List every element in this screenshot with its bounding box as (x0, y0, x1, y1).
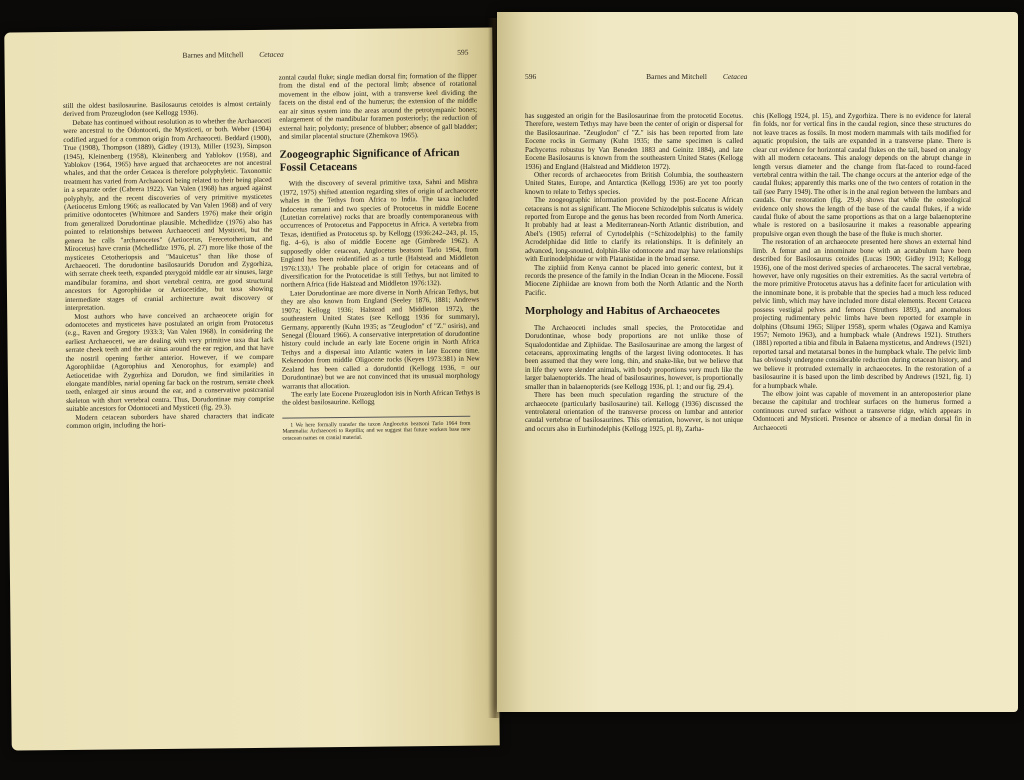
left-col2-paragraph: The early late Eocene Prozeuglodon isis in North African Tethys is the oldest basilosaurine. Kellogg (282, 388, 481, 408)
right-col1-paragraph: The ziphiid from Kenya cannot be placed into generic context, but it records the presence of the family in the Indian Ocean in the Miocene. Fossil Miocene Ziphiidae are known from both the North Atlantic and the North Pacific. (525, 263, 743, 297)
left-col1-paragraph: still the oldest basilosaurine. Basilosaurus cetoides is almost certainly derived from Prozeuglodon (see Kellogg 1936). (62, 99, 272, 119)
left-running-head (182, 48, 482, 60)
right-col1-paragraph: The zoogeographic information provided by the post-Eocene African cetaceans is not as significant. The Miocene Schizodelphis sulcatus is widely reported from Europe and the genus has been recorded from North America. It probably had at least a Mediterranean-North Atlantic distribution, and Abel's (1905) referral of Cyrtodelphis (=Schizodelphis) to the family Acrodelphidae did little to clarify its relationships. It is definitely an advanced, long-snouted, dolphin-like odontocete and may have relationships with Eurinodelphidae or with Platanistidae in the broad sense. (525, 196, 743, 264)
section-heading-zoogeography: Zoogeographic Significance of African Fossil Cetaceans (279, 147, 460, 174)
right-running-head (525, 72, 825, 81)
section-heading-morphology: Morphology and Habitus of Archaeocetes (525, 305, 720, 318)
right-col1-paragraph: The Archaeoceti includes small species, the Protocetidae and Dorudontinae, whose body proportions are not unlike those of Squalodontidae and Ziphiidae. The Basilosaurinae are among the largest of cetaceans, approximating lengths of the largest living odontocetes. It has been assumed that they were long, thin, and snake-like, but we believe that in life they were slender animals, with body proportions very much like the larger balaenopterids. The head of basilosaurines, however, is proportionally smaller than in balaenopterids (see Kellogg 1936, pl. 1; and our fig. 29.4). (525, 323, 743, 391)
right-col1-paragraph: has suggested an origin for the Basilosaurinae from the protocetid Eocetus. Therefore, western Tethys may have been the center of origin or dispersal for the Basilosaurinae. "Zeuglodon" cf "Z." isis has been reported from late Eocene rocks in Germany (Kuhn 1935; the same specimen is called Pachycetus robustus by Van Beneden 1883 and Geinitz 1884), and late Eocene Basilosaurus is known from the southeastern United States (Kellogg 1936) and England (Halstead and Middleton 1972). (525, 112, 743, 171)
left-col1-paragraph: Modern cetacean suborders have shared characters that indicate common origin, including the hori- (66, 411, 275, 430)
left-column-2 (279, 72, 481, 443)
right-col1-paragraph: Other records of archaeocetes from British Columbia, the southeastern United States, Europe, and Antarctica (Kellogg 1936) are yet too poorly known to relate to Tethys species. (525, 170, 743, 196)
footnote-text: 1 We here formally transfer the taxon Anglocetus beatsoni Tarlo 1964 from Mammalia: Archaeoceti to Reptilia; and we suggest that future workers base new cetacean names on cranial material. (282, 420, 471, 442)
right-page-number: 596 (525, 72, 537, 81)
left-running-head-section: Cetacea (259, 49, 284, 59)
left-col2-paragraph: With the discovery of several primitive taxa, Sahni and Mishra (1972, 1975) shifted attention regarding sites of origin of archaeocete whales in the Tethys from Africa to India. The taxa included Indocetus ramani and two species of Protocetus in middle Eocene (Lutetian correlative) rocks that are broadly contemporaneous with occurrences of Protocetus and Pappocetus in Africa. A vertebra from Texas, identified as Protocetus sp. by Kellogg (1936:242–243, pl. 15, fig. 4–6), is also of middle Eocene age (Gimbrede 1962). A supposedly older cetacean, Anglocetus beatsoni Tarlo 1964, from England has been reidentified as a turtle (Halstead and Middleton 1976:133).¹ The probable place of origin for cetaceans and of diversification for the Protocetidae is still Tethys, but not limited to northern Africa (fide Halstead and Middleton 1976:132). (279, 177, 479, 290)
left-column-1 (63, 100, 274, 431)
footnote (282, 415, 470, 442)
left-page (4, 27, 499, 750)
right-col2-paragraph: chis (Kellogg 1924, pl. 15), and Zygorhiza. There is no evidence for lateral fin folds, nor for vertical fins in the caudal region, since these structures do not leave traces as fossils. In most modern mammals with tails modified for aquatic propulsion, the tails are expanded in a transverse plane. There is clear cut evidence for horizontal caudal flukes on the tail, based on analogy with all modern cetaceans. This analogy depends on the abrupt change in length versus diameter and the change from flat-faced to round-faced vertebral centra within the tail. The change occurs at the anterior edge of the caudal flukes; apparently this marks one of the two centers of rotation in the tail (see Parry 1949). The other is in the anal region between the lumbars and caudals. Our restoration (fig. 29.4) shows that while the osteological evidence only shows the length of the base of the caudal flukes, if a wide caudal fluke of about the same proportions as that on a large balaenopterine whale is restored on a basilosaurine it makes a reasonable appearing propulsive organ even though the base of the fluke is much shorter. (753, 112, 971, 238)
right-column-2 (753, 112, 971, 432)
right-page (497, 12, 1018, 712)
left-col1-paragraph: Debate has continued without resolution as to whether the Archaeoceti were ancestral to the Odontoceti, the Mysticeti, or both. Weber (1904) codified argued for a common origin from Archaeoceti. Beddard (1900), True (1908), Thompson (1889), Gidley (1913), Miller (1923), Simpson (1945), Kleinenberg (1958), Kleinenberg and Yablokov (1958), and Yablokov (1964, 1965) have argued that archaeocetes are not ancestral whales, and that the order Cetacea is therefore polyphyletic. Taxonomic treatment has varied from Archaeoceti being related to their being placed in a separate order (Cabrera 1922). Van Valen (1968) has argued against polyphyly, and the recent discoveries of very primitive mysticetes (Aetiocetus Emlong 1966; as reallocated by Van Valen 1968) and of very primitive odontocetes (Whitmore and Sanders 1976) make their origin from generalized Dorudontinae plausible. Mchedlidze (1976) also has pointed to relationships between Archaeoceti and Mysticeti, but the genera he calls "archaeocetes" (Aetiocetus, Ferecetotherium, and Mirocetus) have crania (Mchedlidze 1976, pl. 27) more like those of the mysticetes Cetotheriopsis and "Mauicetus" than like those of Archaeoceti. The dorudontine basilosaurids Dorudon and Zygorhiza, with serrate cheek teeth, expanded pterygoid middle ear air sinuses, large mandibular foramina, and short vertebral centra, are good structural ancestors for Agorophiidae or Aetiocetidae, but taxa showing intermediate stages of cranial architecture await discovery or interpretation. (63, 116, 274, 313)
right-col2-paragraph: The elbow joint was capable of movement in an anteroposterior plane because the capitular and trochlear surfaces on the humerus formed a continuous curved surface without a transverse ridge, which appears in Odontoceti and Mysticeti. Presence or absence of a median dorsal fin in Archaeoceti (753, 389, 971, 432)
right-running-head-section: Cetacea (722, 72, 748, 81)
left-col1-paragraph: Most authors who have conceived an archaeocete origin for odontocetes and mysticetes have postulated an origin from Protocetus (e.g., Raven and Gregory 1933:3; Van Valen 1968). In considering the earliest Archaeoceti, we are dealing with very primitive taxa that lack serrate cheek teeth and the air sinus around the ear region, and that have the nostril opening farther anterior. However, if we compare Agorophiidae (Agorophius and Xenorophus, for example) and Aetiocetidae with Zygorhiza and Dorudon, we find similarities in elongate mandibles, narial opening far back on the rostrum, serrate cheek teeth, enlarged air sinus around the ear, and a conservative postcranial skeleton with short vertebral centra. Thus, Dorudontinae may comprise suitable ancestors for Odontoceti and Mysticeti (fig. 29.3). (65, 310, 275, 414)
left-page-number: 595 (457, 47, 469, 57)
left-col2-intro: zontal caudal fluke; single median dorsal fin; formation of the flipper from the distal end of the pectoral limb; absence of rotational movement in the elbow joint, with a transverse keel dividing the facets on the distal end of the humerus; the extension of the middle ear air sinus system into the areas around the petrotympanic bones; enlargement of the mandibular foramen posteriorly; the reduction of external hair; polydonty; presence of blubber; absence of gall bladder; and similar placental structure (Zhemkova 1965). (278, 71, 478, 141)
right-running-head-authors: Barnes and Mitchell (646, 72, 707, 81)
right-col2-paragraph: The restoration of an archaeocete presented here shows an external hind limb. A femur and an innominate bone with an acetabulum have been described for Basilosaurus cetoides (Lucas 1900; Gidley 1913; Kellogg 1936), one of the most derived species of archaeocetes. The sacral vertebrae, however, have only rugosities on their extremities. As the sacral vertebra of the more primitive Protocetus atavus has a definite facet for articulation with the innominate bone, it is probable that the species had a much less reduced pelvic limb, which may have included more distal elements. Recent Cetacea possess vestigial pelves and femora (Struthers 1893), and anomalous projecting rudimentary pelvic limbs have been reported for example in dolphins (Ohsumi 1965; Slijper 1958), sperm whales (Ogawa and Kamiya 1957; Nemoto 1963), and a humpback whale (Andrews 1921). Struthers (1881) reported a tibia and fibula in Balaena mysticetus, and Andrews (1921) reported tarsal and metatarsal bones in the humpback whale. The pelvic limb has obviously undergone considerable reduction during cetacean history, and we believe it protruded externally in archaeocetes. In the restoration of a basilosaurine it is based upon the limb described by Andrews (1921, fig. 1) for a humpback whale. (753, 238, 971, 390)
right-col1-paragraph: There has been much speculation regarding the structure of the archaeocete (particularly basilosaurine) tail. Kellogg (1936) discussed the ventrolateral orientation of the transverse process on lumbar and anterior caudal vertebrae of basilosaurines. This orientation, however, is not unique and occurs also in Eurhinodelphis (Kellogg 1925, pl. 8), Zarha- (525, 391, 743, 433)
left-col2-paragraph: Later Dorudontinae are more diverse in North African Tethys, but they are also known from England (Seeley 1876, 1881; Andrews 1907a; Kellogg 1936; Halstead and Middleton 1972), the southeastern United States (see Kellogg 1936 for summary), Germany, apparently (Kuhn 1935; as "Zeuglodon" cf "Z." osiris), and Senegal (Élouard 1966). A conservative interpretation of dorudontine history could include an early late Eocene origin in North Africa Tethys and a dispersal into Atlantic waters in late Eocene time. Kekenodon from middle Oligocene rocks (Keyes 1973:381) in New Zealand has been called a dorudontid (Kellogg 1936, = our Dorudontinae) but we are not convinced that its unusual morphology warrants that allocation. (281, 287, 480, 391)
right-column-1 (525, 112, 743, 433)
left-running-head-authors: Barnes and Mitchell (182, 50, 244, 60)
